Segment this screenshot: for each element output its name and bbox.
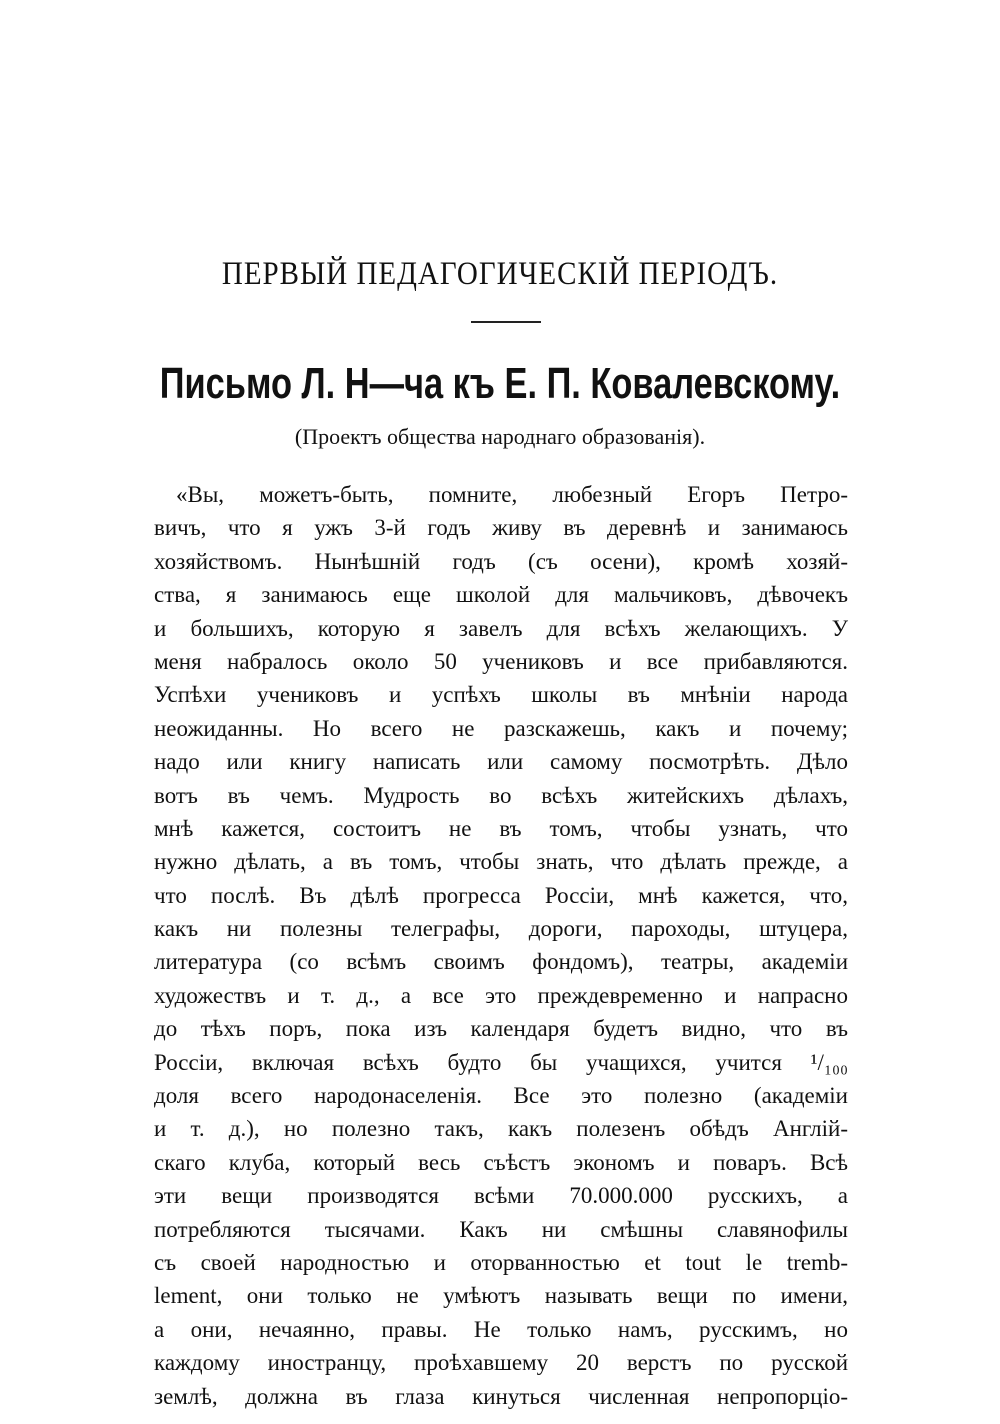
body-line: Успѣхи учениковъ и успѣхъ школы въ мнѣніи народа	[154, 682, 848, 708]
body-line: съ своей народностью и оторванностью et tout le tremb-	[154, 1249, 848, 1275]
body-line: вичъ, что я ужъ 3-й годъ живу въ деревнѣ и занимаюсь	[154, 515, 848, 541]
body-line: доля всего народонаселенія. Все это полезно (академіи	[154, 1083, 848, 1109]
body-line: надо или книгу написать или самому посмотрѣть. Дѣло	[154, 749, 848, 775]
section-title: ПЕРВЫЙ ПЕДАГОГИЧЕСКІЙ ПЕРІОДЪ.	[221, 256, 779, 292]
letter-title: Письмо Л. Н—ча къ Е. П. Ковалевскому.	[159, 360, 841, 408]
body-line: литература (со всѣмъ своимъ фондомъ), театры, академіи	[154, 949, 848, 975]
body-line: нужно дѣлать, а въ томъ, чтобы знать, что дѣлать прежде, а	[154, 849, 848, 875]
body-line: до тѣхъ поръ, пока изъ календаря будетъ видно, что въ	[154, 1016, 848, 1042]
body-line: а они, нечаянно, правы. Не только намъ, русскимъ, но	[154, 1316, 848, 1342]
body-line: что послѣ. Въ дѣлѣ прогресса Россіи, мнѣ кажется, что,	[154, 882, 848, 908]
body-line: неожиданны. Но всего не разскажешь, какъ и почему;	[154, 715, 848, 741]
body-line: мнѣ кажется, состоитъ не въ томъ, чтобы узнать, что	[154, 815, 848, 841]
title-divider	[471, 321, 541, 323]
body-line: ства, я занимаюсь еще школой для мальчиковъ, дѣвочекъ	[154, 582, 848, 608]
letter-subtitle: (Проектъ общества народнаго образованія).	[294, 424, 706, 449]
body-line: lement, они только не умѣютъ называть вещи по имени,	[154, 1283, 848, 1309]
body-line: хозяйствомъ. Нынѣшній годъ (съ осени), кромѣ хозяй-	[154, 548, 848, 574]
body-line: каждому иностранцу, проѣхавшему 20 верстъ по русской	[154, 1350, 848, 1376]
body-line: какъ ни полезны телеграфы, дороги, пароходы, штуцера,	[154, 916, 848, 942]
body-line: вотъ въ чемъ. Мудрость во всѣхъ житейскихъ дѣлахъ,	[154, 782, 848, 808]
body-line: землѣ, должна въ глаза кинуться численная непропорціо-	[154, 1383, 848, 1409]
body-line: «Вы, можетъ-быть, помните, любезный Егоръ Петро-	[176, 482, 848, 507]
body-line: и т. д.), но полезно такъ, какъ полезенъ обѣдъ Англій-	[154, 1116, 848, 1142]
body-line: потребляются тысячами. Какъ ни смѣшны славянофилы	[154, 1216, 848, 1242]
body-line: скаго клуба, который весь съѣстъ экономъ и поваръ. Всѣ	[154, 1149, 848, 1175]
body-line: и большихъ, которую я завелъ для всѣхъ желающихъ. У	[154, 615, 848, 641]
letter-body	[154, 478, 848, 1413]
body-line: эти вещи производятся всѣми 70.000.000 русскихъ, а	[154, 1183, 848, 1209]
body-line: меня набралось около 50 учениковъ и все прибавляются.	[154, 648, 848, 674]
body-line: художествъ и т. д., а все это преждевременно и напрасно	[154, 982, 848, 1008]
body-line: Россіи, включая всѣхъ будто бы учащихся, учится ¹/₁₀₀	[154, 1049, 848, 1075]
